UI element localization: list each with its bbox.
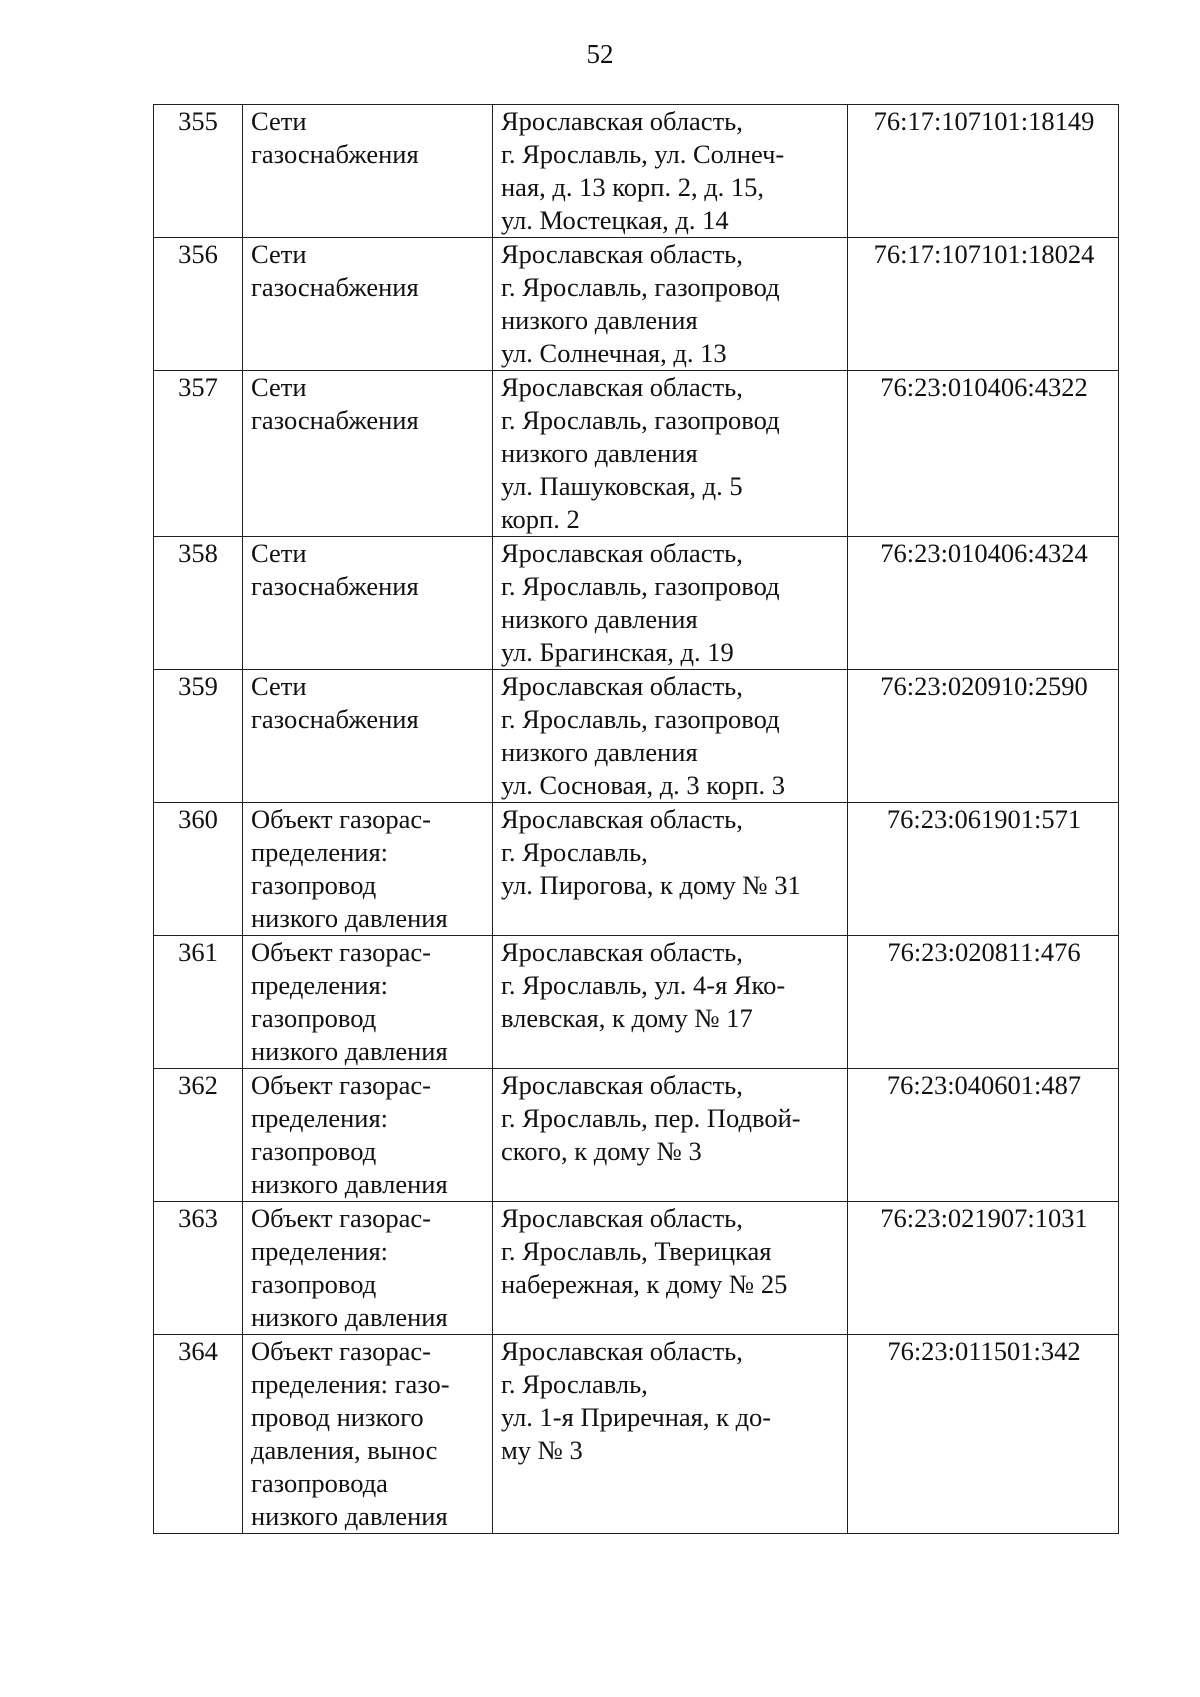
object-address-line: ул. 1-я Приречная, к до- bbox=[501, 1402, 772, 1432]
table-row bbox=[154, 670, 1119, 803]
row-number: 360 bbox=[154, 803, 243, 936]
object-address-line: низкого давления bbox=[501, 604, 698, 634]
object-address-line: низкого давления bbox=[501, 305, 698, 335]
object-name-line: газоснабжения bbox=[251, 272, 419, 302]
object-address-line: ул. Сосновая, д. 3 корп. 3 bbox=[501, 770, 786, 800]
table-row bbox=[154, 1202, 1119, 1335]
object-name-line: Объект газорас- bbox=[251, 1336, 431, 1366]
cadastral-number: 76:23:011501:342 bbox=[848, 1335, 1119, 1534]
object-name-line: газопровода bbox=[251, 1468, 388, 1498]
object-address-line: г. Ярославль, bbox=[501, 837, 648, 867]
object-address-line: ул. Мостецкая, д. 14 bbox=[501, 205, 729, 235]
page-number: 52 bbox=[586, 39, 614, 69]
object-address-line: ул. Солнечная, д. 13 bbox=[501, 338, 727, 368]
object-address-line: низкого давления bbox=[501, 737, 698, 767]
object-address-line: г. Ярославль, ул. Солнеч- bbox=[501, 139, 785, 169]
object-address-line: г. Ярославль, bbox=[501, 1369, 648, 1399]
registry-table bbox=[153, 104, 1119, 1534]
object-address-line: набережная, к дому № 25 bbox=[501, 1269, 788, 1299]
table-row bbox=[154, 1069, 1119, 1202]
object-name-line: газопровод bbox=[251, 1136, 377, 1166]
object-name-line: Сети bbox=[251, 239, 307, 269]
row-number: 357 bbox=[154, 371, 243, 537]
object-name-line: низкого давления bbox=[251, 1169, 448, 1199]
table-row bbox=[154, 105, 1119, 238]
row-number: 364 bbox=[154, 1335, 243, 1534]
object-address-line: му № 3 bbox=[501, 1435, 583, 1465]
object-address-line: г. Ярославль, газопровод bbox=[501, 571, 780, 601]
object-name-line: Объект газорас- bbox=[251, 804, 431, 834]
object-name-line: низкого давления bbox=[251, 1302, 448, 1332]
object-address bbox=[493, 1202, 848, 1335]
cadastral-number: 76:17:107101:18024 bbox=[848, 238, 1119, 371]
object-name bbox=[243, 670, 493, 803]
object-name-line: газоснабжения bbox=[251, 405, 419, 435]
object-address-line: Ярославская область, bbox=[501, 239, 743, 269]
object-address-line: Ярославская область, bbox=[501, 372, 743, 402]
object-name-line: давления, вынос bbox=[251, 1435, 438, 1465]
row-number: 362 bbox=[154, 1069, 243, 1202]
table-row bbox=[154, 803, 1119, 936]
object-name bbox=[243, 238, 493, 371]
table-row bbox=[154, 1335, 1119, 1534]
object-address bbox=[493, 670, 848, 803]
object-name-line: пределения: bbox=[251, 1103, 388, 1133]
object-address-line: г. Ярославль, газопровод bbox=[501, 272, 780, 302]
object-name bbox=[243, 1335, 493, 1534]
object-address-line: Ярославская область, bbox=[501, 1070, 743, 1100]
table-row bbox=[154, 537, 1119, 670]
object-address-line: г. Ярославль, Тверицкая bbox=[501, 1236, 772, 1266]
object-address-line: ского, к дому № 3 bbox=[501, 1136, 702, 1166]
object-address-line: корп. 2 bbox=[501, 504, 580, 534]
cadastral-number: 76:23:021907:1031 bbox=[848, 1202, 1119, 1335]
object-address-line: Ярославская область, bbox=[501, 1336, 743, 1366]
object-name bbox=[243, 1069, 493, 1202]
object-address bbox=[493, 371, 848, 537]
object-name-line: Объект газорас- bbox=[251, 1203, 431, 1233]
object-name bbox=[243, 105, 493, 238]
cadastral-number: 76:23:010406:4324 bbox=[848, 537, 1119, 670]
object-name-line: Объект газорас- bbox=[251, 937, 431, 967]
table-body bbox=[154, 105, 1119, 1534]
cadastral-number: 76:23:020811:476 bbox=[848, 936, 1119, 1069]
object-name-line: пределения: газо- bbox=[251, 1369, 450, 1399]
object-address-line: ул. Пирогова, к дому № 31 bbox=[501, 870, 801, 900]
cadastral-number: 76:17:107101:18149 bbox=[848, 105, 1119, 238]
row-number: 356 bbox=[154, 238, 243, 371]
object-name bbox=[243, 803, 493, 936]
object-address-line: Ярославская область, bbox=[501, 106, 743, 136]
object-name-line: пределения: bbox=[251, 970, 388, 1000]
table-row bbox=[154, 238, 1119, 371]
object-address bbox=[493, 803, 848, 936]
object-address-line: Ярославская область, bbox=[501, 937, 743, 967]
object-address-line: Ярославская область, bbox=[501, 1203, 743, 1233]
object-name-line: пределения: bbox=[251, 837, 388, 867]
row-number: 361 bbox=[154, 936, 243, 1069]
object-address-line: ная, д. 13 корп. 2, д. 15, bbox=[501, 172, 765, 202]
row-number: 355 bbox=[154, 105, 243, 238]
table-row bbox=[154, 371, 1119, 537]
object-name-line: газопровод bbox=[251, 1003, 377, 1033]
object-address-line: Ярославская область, bbox=[501, 804, 743, 834]
object-name-line: Сети bbox=[251, 671, 307, 701]
object-address bbox=[493, 1335, 848, 1534]
object-name-line: Объект газорас- bbox=[251, 1070, 431, 1100]
object-name-line: газоснабжения bbox=[251, 704, 419, 734]
object-name-line: Сети bbox=[251, 538, 307, 568]
row-number: 363 bbox=[154, 1202, 243, 1335]
cadastral-number: 76:23:010406:4322 bbox=[848, 371, 1119, 537]
table-row bbox=[154, 936, 1119, 1069]
object-address bbox=[493, 105, 848, 238]
object-name bbox=[243, 1202, 493, 1335]
cadastral-number: 76:23:061901:571 bbox=[848, 803, 1119, 936]
object-name-line: газопровод bbox=[251, 1269, 377, 1299]
object-address-line: влевская, к дому № 17 bbox=[501, 1003, 753, 1033]
object-address-line: г. Ярославль, газопровод bbox=[501, 704, 780, 734]
object-address-line: ул. Брагинская, д. 19 bbox=[501, 637, 734, 667]
row-number: 358 bbox=[154, 537, 243, 670]
row-number: 359 bbox=[154, 670, 243, 803]
object-name bbox=[243, 936, 493, 1069]
object-address-line: Ярославская область, bbox=[501, 538, 743, 568]
object-name-line: низкого давления bbox=[251, 1501, 448, 1531]
object-address bbox=[493, 1069, 848, 1202]
object-address bbox=[493, 238, 848, 371]
object-name-line: газоснабжения bbox=[251, 571, 419, 601]
object-address bbox=[493, 936, 848, 1069]
object-name-line: низкого давления bbox=[251, 903, 448, 933]
object-name-line: пределения: bbox=[251, 1236, 388, 1266]
object-name-line: Сети bbox=[251, 372, 307, 402]
object-address-line: г. Ярославль, ул. 4-я Яко- bbox=[501, 970, 786, 1000]
object-name-line: Сети bbox=[251, 106, 307, 136]
object-address-line: г. Ярославль, пер. Подвой- bbox=[501, 1103, 801, 1133]
object-address-line: Ярославская область, bbox=[501, 671, 743, 701]
cadastral-number: 76:23:040601:487 bbox=[848, 1069, 1119, 1202]
object-name-line: низкого давления bbox=[251, 1036, 448, 1066]
object-name bbox=[243, 537, 493, 670]
object-address-line: низкого давления bbox=[501, 438, 698, 468]
object-name bbox=[243, 371, 493, 537]
object-name-line: газоснабжения bbox=[251, 139, 419, 169]
object-address bbox=[493, 537, 848, 670]
object-name-line: провод низкого bbox=[251, 1402, 424, 1432]
object-name-line: газопровод bbox=[251, 870, 377, 900]
cadastral-number: 76:23:020910:2590 bbox=[848, 670, 1119, 803]
object-address-line: ул. Пашуковская, д. 5 bbox=[501, 471, 743, 501]
object-address-line: г. Ярославль, газопровод bbox=[501, 405, 780, 435]
